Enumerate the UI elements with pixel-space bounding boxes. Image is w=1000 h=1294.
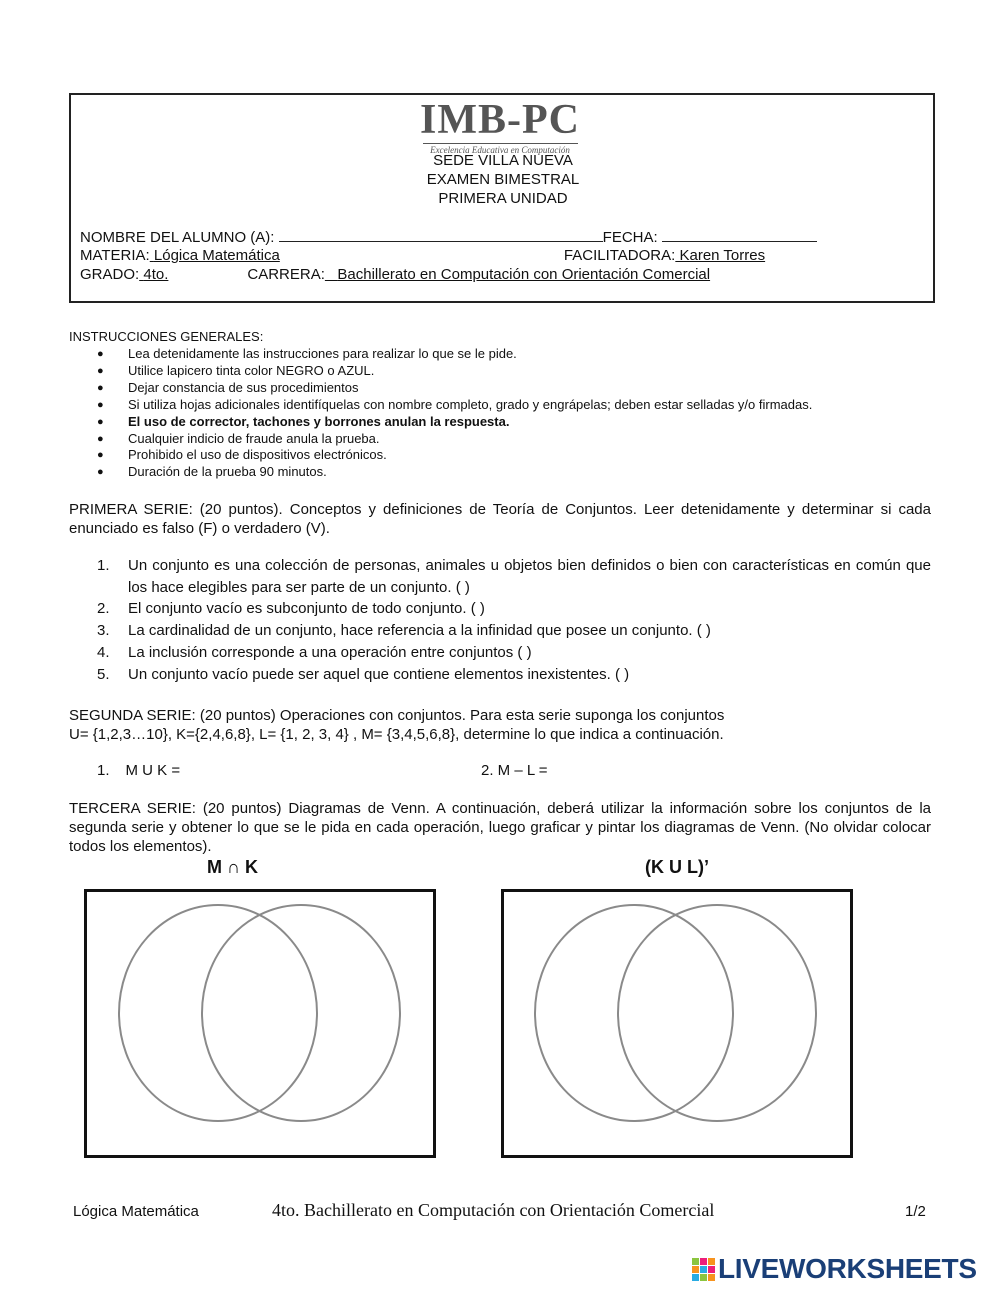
serie2-intro: SEGUNDA SERIE: (20 puntos) Operaciones con conjuntos. Para esta serie suponga los conjuntos U= {1,2,3…10}, K={2,4,6,8}, L= {1, 2, 3, 4} , M= {3,4,5,6,8}, determine lo que indica a continuación. <box>69 707 725 743</box>
liveworksheets-brand: LIVEWORKSHEETS <box>718 1253 977 1284</box>
set-circle-left[interactable] <box>535 905 733 1121</box>
logo-subtitle: Excelencia Educativa en Computación <box>423 143 578 155</box>
diagram2-title: (K U L)’ <box>645 857 709 877</box>
venn-circles <box>504 892 850 1155</box>
exam-type-line: EXAMEN BIMESTRAL <box>426 171 580 188</box>
statement-text[interactable]: Un conjunto es una colección de personas, animales u objetos bien definidos o bien con características en común que los hace elegibles para ser parte de un conjunto. ( ) <box>128 557 931 596</box>
list-item: 3. La cardinalidad de un conjunto, hace referencia a la infinidad que posee un conjunto. ( ) <box>97 622 711 640</box>
serie3-intro: TERCERA SERIE: (20 puntos) Diagramas de Venn. A continuación, deberá utilizar la información sobre los conjuntos de la segunda serie y obtener lo que se le pida en cada operación, luego graficar y pintar los diagramas de Venn. (No olvidar colocar todos los elementos). <box>69 800 931 855</box>
venn-circles <box>87 892 433 1155</box>
logo-title: IMB-PC <box>420 97 580 143</box>
serie1-list <box>97 555 931 685</box>
student-name-field[interactable] <box>279 227 603 242</box>
list-item: ● Si utiliza hojas adicionales identifíquelas con nombre completo, grado y engrápelas; deben estar selladas y/o firmadas. <box>97 397 812 414</box>
facilitator-value: Karen Torres <box>679 247 766 264</box>
serie1-intro: PRIMERA SERIE: (20 puntos). Conceptos y definiciones de Teoría de Conjuntos. Leer detenidamente y determinar si cada enunciado es falso (F) o verdadero (V). <box>69 501 931 537</box>
list-item: ● Utilice lapicero tinta color NEGRO o AZUL. <box>97 363 812 380</box>
career-value: Bachillerato en Computación con Orientación Comercial <box>337 266 711 283</box>
statement-text[interactable]: Un conjunto vacío puede ser aquel que contiene elementos inexistentes. ( ) <box>128 665 630 683</box>
date-label: FECHA: <box>602 229 658 246</box>
subject-value: Lógica Matemática <box>153 247 280 264</box>
list-item: 5. Un conjunto vacío puede ser aquel que contiene elementos inexistentes. ( ) <box>97 665 630 683</box>
statement-text[interactable]: La cardinalidad de un conjunto, hace referencia a la infinidad que posee un conjunto. ( ) <box>128 622 711 640</box>
list-item: 2. El conjunto vacío es subconjunto de todo conjunto. ( ) <box>97 600 485 618</box>
grade-label: GRADO: <box>80 266 140 283</box>
school-logo <box>0 97 1000 158</box>
list-item: ● Cualquier indicio de fraude anula la prueba. <box>97 431 812 448</box>
subject-label: MATERIA: <box>80 247 150 264</box>
list-item: ● El uso de corrector, tachones y borrones anulan la respuesta. <box>97 414 812 431</box>
set-circle-left[interactable] <box>119 905 317 1121</box>
footer-page-number: 1/2 <box>905 1203 926 1220</box>
list-item: ● Duración de la prueba 90 minutos. <box>97 464 812 481</box>
list-item: 1. Un conjunto es una colección de personas, animales u objetos bien definidos o bien con características en común que los hace elegibles para ser parte de un conjunto. ( ) <box>97 557 931 596</box>
venn-diagram-2[interactable] <box>501 889 853 1158</box>
facilitator-label: FACILITADORA: <box>563 247 676 264</box>
list-item: ● Prohibido el uso de dispositivos electrónicos. <box>97 447 812 464</box>
grade-value: 4to. <box>143 266 169 283</box>
statement-text[interactable]: El conjunto vacío es subconjunto de todo conjunto. ( ) <box>128 600 485 618</box>
footer-course: 4to. Bachillerato en Computación con Orientación Comercial <box>272 1200 715 1220</box>
set-circle-right[interactable] <box>618 905 816 1121</box>
date-field[interactable] <box>662 227 817 242</box>
diagram1-title: M ∩ K <box>207 857 258 877</box>
subject-row <box>80 246 851 265</box>
statement-text[interactable]: La inclusión corresponde a una operación entre conjuntos ( ) <box>128 643 532 661</box>
list-item: ● Dejar constancia de sus procedimientos <box>97 380 812 397</box>
set-circle-right[interactable] <box>202 905 400 1121</box>
venn-diagram-1[interactable] <box>84 889 436 1158</box>
serie2-item-1[interactable]: 1. M U K = <box>97 762 181 779</box>
student-name-label: NOMBRE DEL ALUMNO (A): <box>80 229 275 246</box>
grade-row <box>80 265 859 284</box>
footer-subject: Lógica Matemática <box>73 1203 199 1220</box>
instructions-list <box>97 346 812 481</box>
sede-line: SEDE VILLA NUEVA <box>433 152 573 169</box>
instructions-title: INSTRUCCIONES GENERALES: <box>69 329 264 344</box>
unit-line: PRIMERA UNIDAD <box>438 190 568 207</box>
student-name-row <box>80 227 817 247</box>
list-item: 4. La inclusión corresponde a una operación entre conjuntos ( ) <box>97 643 532 661</box>
list-item: ● Lea detenidamente las instrucciones para realizar lo que se le pide. <box>97 346 812 363</box>
career-label: CARRERA: <box>247 266 325 283</box>
serie2-item-2[interactable]: 2. M – L = <box>481 762 548 779</box>
